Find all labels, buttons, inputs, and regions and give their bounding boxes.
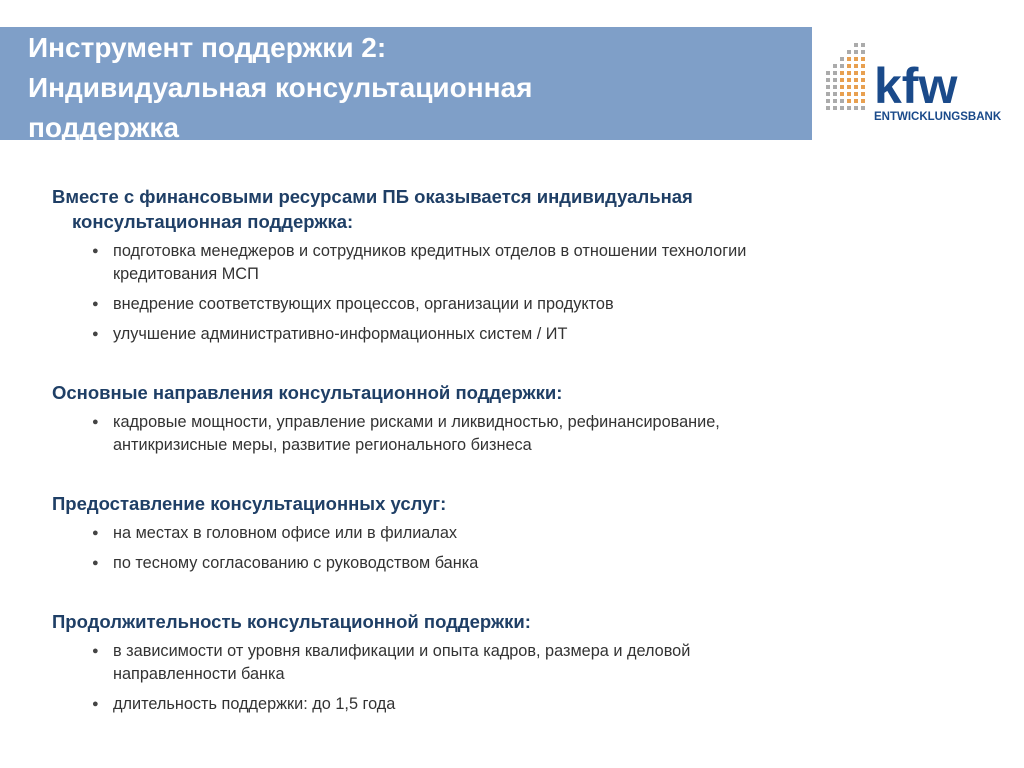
list-item-text: по тесному согласованию с руководством банка [113, 554, 479, 572]
logo-dot [861, 64, 865, 68]
logo-dot [854, 50, 858, 54]
logo-dot [847, 64, 851, 68]
list-item-text: направленности банка [113, 665, 285, 683]
logo-dot [840, 57, 844, 61]
list-item-text: кредитования МСП [113, 265, 259, 283]
list-item-text: улучшение административно-информационных систем / ИТ [113, 325, 568, 343]
content-section [52, 184, 952, 346]
logo-dot [847, 57, 851, 61]
bullet-icon: ● [92, 557, 99, 569]
bullet-icon: ● [92, 698, 99, 710]
content-section [52, 380, 952, 457]
logo-dot [840, 92, 844, 96]
bullet-icon: ● [92, 645, 99, 657]
bullet-icon: ● [92, 328, 99, 340]
logo-dot [854, 92, 858, 96]
logo-dot [826, 106, 830, 110]
bullet-list [52, 522, 952, 575]
logo-dot [854, 85, 858, 89]
list-item [92, 323, 952, 346]
logo-dot [833, 92, 837, 96]
logo-dot [847, 85, 851, 89]
section-heading [52, 609, 952, 634]
content-section [52, 491, 952, 575]
list-item-text: длительность поддержки: до 1,5 года [113, 695, 396, 713]
bullet-icon: ● [92, 416, 99, 428]
logo-dot [840, 106, 844, 110]
bullet-icon: ● [92, 245, 99, 257]
content-section [52, 609, 952, 716]
logo-dot [826, 85, 830, 89]
section-heading-line: Основные направления консультационной поддержки: [52, 382, 563, 403]
section-heading [52, 380, 952, 405]
list-item [92, 240, 952, 286]
list-item-text: внедрение соответствующих процессов, организации и продуктов [113, 295, 614, 313]
slide-content [52, 184, 952, 723]
logo-dot [847, 92, 851, 96]
list-item-text: в зависимости от уровня квалификации и опыта кадров, размера и деловой [113, 642, 691, 660]
logo-dot [854, 99, 858, 103]
list-item-text: подготовка менеджеров и сотрудников кредитных отделов в отношении технологии [113, 242, 747, 260]
logo-dot [854, 71, 858, 75]
list-item [92, 640, 952, 686]
list-item [92, 693, 952, 716]
logo-dot [861, 43, 865, 47]
logo-dot [861, 57, 865, 61]
section-heading [52, 184, 952, 234]
list-item [92, 293, 952, 316]
bullet-icon: ● [92, 298, 99, 310]
kfw-logo [812, 27, 1024, 140]
logo-dot [826, 99, 830, 103]
logo-dot [833, 71, 837, 75]
list-item-text: кадровые мощности, управление рисками и ликвидностью, рефинансирование, [113, 413, 720, 431]
bullet-list [52, 411, 952, 457]
section-heading-line: Вместе с финансовыми ресурсами ПБ оказывается индивидуальная [52, 186, 693, 207]
logo-dot [847, 78, 851, 82]
logo-dot [840, 78, 844, 82]
bullet-icon: ● [92, 527, 99, 539]
logo-dot [854, 64, 858, 68]
list-item [92, 411, 952, 457]
logo-dot [833, 85, 837, 89]
logo-dot [861, 50, 865, 54]
logo-wordmark: kfw [874, 58, 958, 114]
logo-dot [826, 71, 830, 75]
logo-dot [847, 71, 851, 75]
logo-dot [854, 43, 858, 47]
logo-dot [847, 99, 851, 103]
logo-dot [861, 85, 865, 89]
logo-dot [847, 106, 851, 110]
bullet-list [52, 240, 952, 346]
bullet-list [52, 640, 952, 716]
logo-dot [861, 99, 865, 103]
slide-title [28, 28, 748, 148]
logo-dot [847, 50, 851, 54]
logo-dot [840, 71, 844, 75]
logo-dot [833, 106, 837, 110]
logo-dot [840, 85, 844, 89]
logo-dot [861, 92, 865, 96]
section-heading-line: Продолжительность консультационной поддержки: [52, 611, 531, 632]
title-line: Индивидуальная консультационная [28, 72, 533, 103]
list-item [92, 522, 952, 545]
list-item-text: антикризисные меры, развитие регионального бизнеса [113, 436, 532, 454]
section-heading-line: консультационная поддержка: [72, 211, 354, 232]
list-item-text: на местах в головном офисе или в филиалах [113, 524, 458, 542]
logo-dot [833, 64, 837, 68]
list-item [92, 552, 952, 575]
logo-dot [826, 92, 830, 96]
logo-subtitle: ENTWICKLUNGSBANK [874, 111, 1002, 123]
logo-dot [826, 78, 830, 82]
title-line: поддержка [28, 112, 179, 143]
logo-dot [854, 106, 858, 110]
logo-dot [861, 106, 865, 110]
logo-dot [833, 99, 837, 103]
section-heading-line: Предоставление консультационных услуг: [52, 493, 447, 514]
logo-dot [861, 71, 865, 75]
section-heading [52, 491, 952, 516]
logo-dot [840, 99, 844, 103]
logo-dot [840, 64, 844, 68]
logo-dot [861, 78, 865, 82]
kfw-logo-mark-icon [812, 27, 1024, 140]
title-line: Инструмент поддержки 2: [28, 32, 387, 63]
logo-dot [833, 78, 837, 82]
logo-dot [854, 78, 858, 82]
logo-dot [854, 57, 858, 61]
